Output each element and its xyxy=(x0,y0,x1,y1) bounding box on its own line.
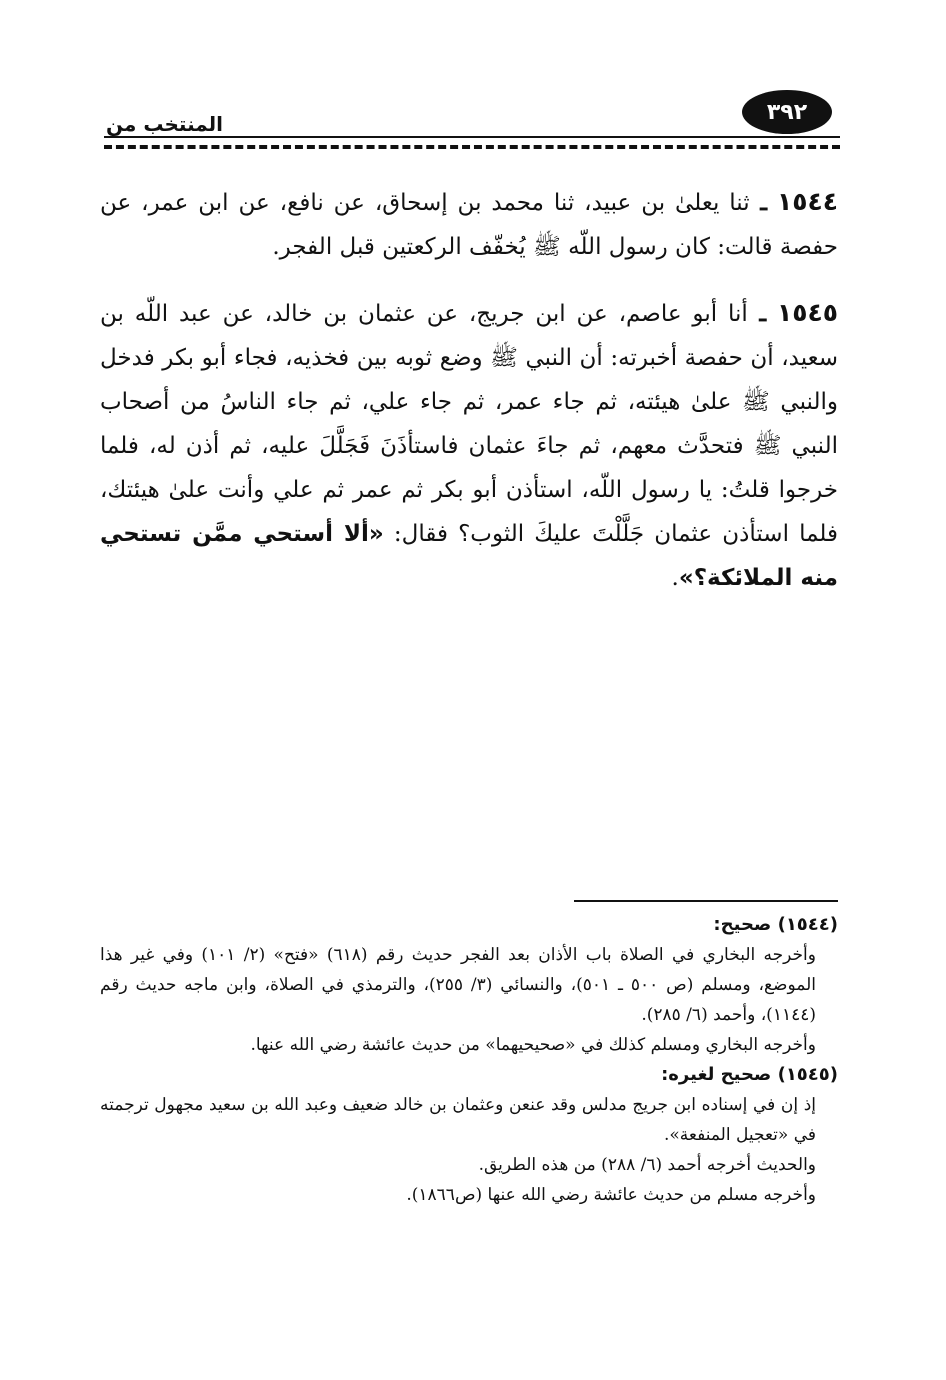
hadith-1544: ١٥٤٤ ـ ثنا يعلىٰ بن عبيد، ثنا محمد بن إسحاق، عن نافع، عن ابن عمر، عن حفصة قالت: كان رسول اللّه ﷺ يُخفّف الركعتين قبل الفجر. xyxy=(100,187,839,260)
header-dashed-rule xyxy=(104,145,840,149)
footnote-line: وأخرجه مسلم من حديث عائشة رضي الله عنها (ص١٨٦٦). xyxy=(406,1185,816,1205)
running-title: المنتخب من xyxy=(106,112,224,136)
main-text xyxy=(100,180,838,622)
hadith-text: ثنا يعلىٰ بن عبيد، ثنا محمد بن إسحاق، عن نافع، عن ابن عمر، عن حفصة قالت: كان رسول اللّه ﷺ يُخفّف الركعتين قبل الفجر. xyxy=(100,190,838,260)
footnote-separator xyxy=(574,900,838,902)
footnote-line: وأخرجه البخاري في الصلاة باب الأذان بعد الفجر حديث رقم (٦١٨) «فتح» (٢/ ١٠١) وفي غير هذا الموضع، ومسلم (ص ٥٠٠ ـ ٥٠١)، والنسائي (٣/ ٢٥٥)، والترمذي في الصلاة، وابن ماجه حديث رقم (١١٤٤)، وأحمد (٦/ ٢٨٥). xyxy=(100,945,816,1025)
page-number-badge xyxy=(742,90,832,134)
page-header xyxy=(100,78,840,158)
footnote-1545 xyxy=(100,1060,838,1210)
hadith-quote: «ألا أستحي ممَّن تستحي منه الملائكة؟» xyxy=(100,521,838,591)
footnote-1544 xyxy=(100,910,838,1060)
footnote-heading: (١٥٤٥) صحيح لغيره: xyxy=(661,1064,838,1085)
footnote-line: وأخرجه البخاري ومسلم كذلك في «صحيحيهما» من حديث عائشة رضي الله عنها. xyxy=(250,1035,816,1055)
page-number: ٣٩٢ xyxy=(766,99,808,125)
header-rule xyxy=(104,136,840,138)
footnote-heading: (١٥٤٤) صحيح: xyxy=(713,914,838,935)
hadith-number: ١٥٤٤ xyxy=(776,187,839,216)
hadith-text: أنا أبو عاصم، عن ابن جريج، عن عثمان بن خالد، عن عبد اللّه بن سعيد، أن حفصة أخبرته: أن النبي ﷺ وضع ثوبه بين فخذيه، فجاء أبو بكر فدخل والنبي ﷺ علىٰ هيئته، ثم جاء عمر، ثم جاء علي، ثم جاء الناسُ من أصحاب النبي ﷺ فتحدَّث معهم، ثم جاءَ عثمان فاستأذَنَ فَجَلَّلَ عليه، ثم أذن له، فلما خرجوا قلتُ: يا رسول اللّه، استأذن أبو بكر ثم عمر ثم علي وأنت علىٰ هيئتك، فلما استأذن عثمان جَلَّلْتَ عليكَ الثوب؟ فقال: xyxy=(100,301,839,547)
hadith-end: . xyxy=(671,565,679,591)
footnote-line: والحديث أخرجه أحمد (٦/ ٢٨٨) من هذه الطريق. xyxy=(478,1155,816,1175)
hadith-number: ١٥٤٥ xyxy=(776,298,839,327)
footnotes xyxy=(100,910,838,1210)
footnote-line: إذ إن في إسناده ابن جريج مدلس وقد عنعن وعثمان بن خالد ضعيف وعبد الله بن سعيد مجهول ترجمته في «تعجيل المنفعة». xyxy=(100,1095,816,1145)
hadith-1545: ١٥٤٥ ـ أنا أبو عاصم، عن ابن جريج، عن عثمان بن خالد، عن عبد اللّه بن سعيد، أن حفصة أخبرته: أن النبي ﷺ وضع ثوبه بين فخذيه، فجاء أبو بكر فدخل والنبي ﷺ علىٰ هيئته، ثم جاء عمر، ثم جاء علي، ثم جاء الناسُ من أصحاب النبي ﷺ فتحدَّث معهم، ثم جاءَ عثمان فاستأذَنَ فَجَلَّلَ عليه، ثم أذن له، فلما خرجوا قلتُ: يا رسول اللّه، استأذن أبو بكر ثم عمر ثم علي وأنت علىٰ هيئتك، فلما استأذن عثمان جَلَّلْتَ عليكَ الثوب؟ فقال: «ألا أستحي ممَّن تستحي منه الملائكة؟». xyxy=(100,298,839,591)
